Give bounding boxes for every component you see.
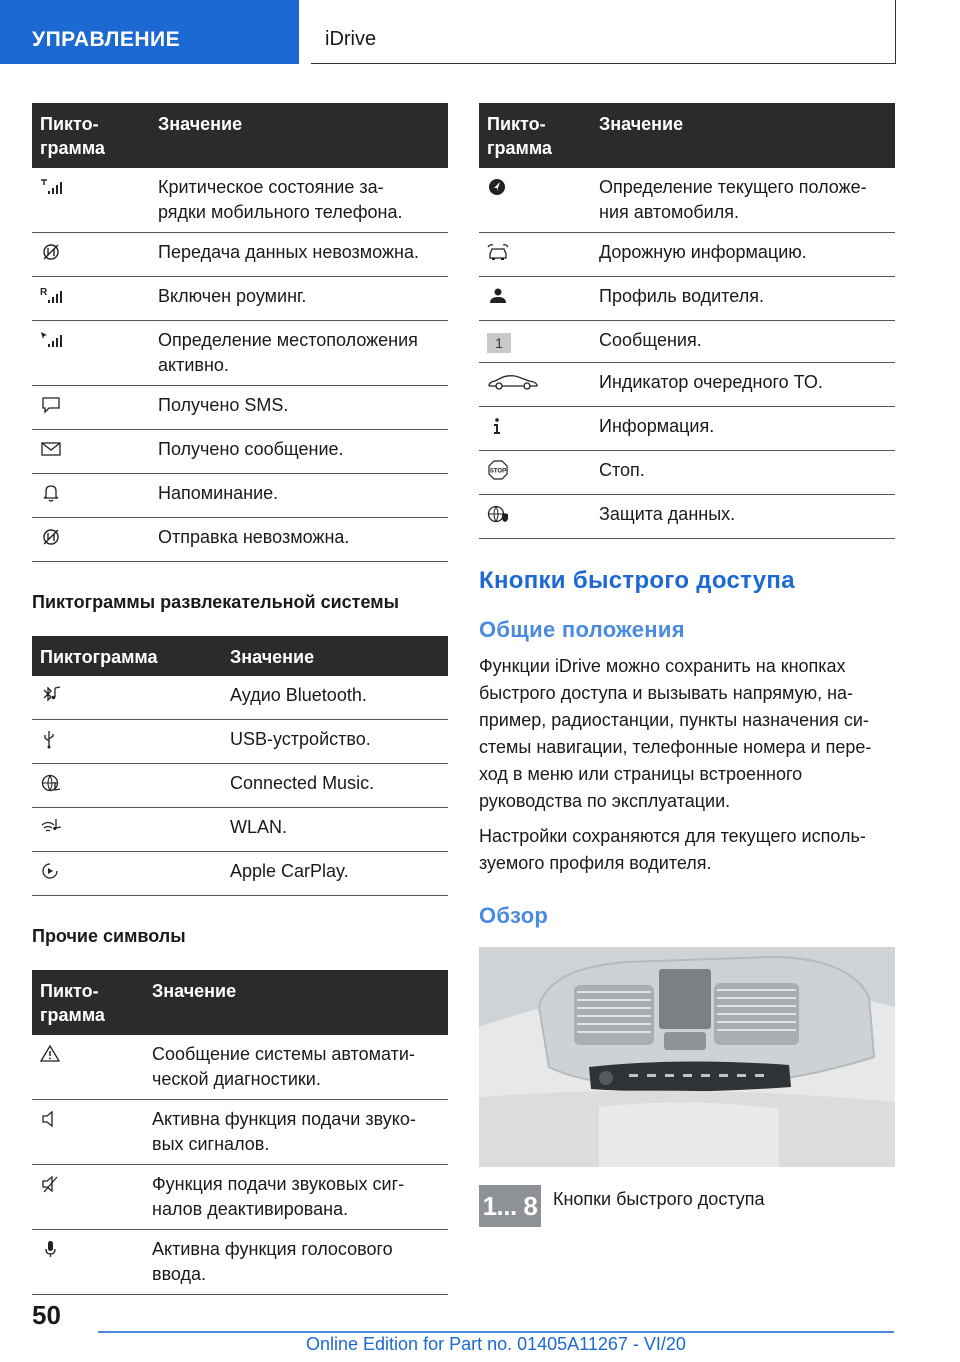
table-row <box>32 720 448 764</box>
wlan-music-icon <box>40 817 62 837</box>
chapter-title: iDrive <box>311 0 896 64</box>
row-text: Аудио Bluetooth. <box>222 676 448 720</box>
table-row <box>32 764 448 808</box>
row-text: Получено SMS. <box>150 386 448 430</box>
driver-profile-icon <box>487 286 509 306</box>
row-text: Защита данных. <box>591 495 895 539</box>
table-row <box>32 852 448 896</box>
navigation-icons-table <box>479 103 895 539</box>
speaker-muted-icon <box>40 1174 62 1194</box>
table-row <box>32 1230 448 1295</box>
row-text: Apple CarPlay. <box>222 852 448 896</box>
entertainment-icons-table <box>32 636 448 896</box>
row-text: Активна функция голосового ввода. <box>144 1230 448 1295</box>
row-text: Дорожную информацию. <box>591 233 895 277</box>
col-header-meaning: Значение <box>591 103 895 168</box>
row-text: Стоп. <box>591 451 895 495</box>
table-row <box>32 474 448 518</box>
footer-edition: Online Edition for Part no. 01405A11267 - VI/20 <box>306 1334 686 1354</box>
caption-text: Кнопки быстрого доступа <box>553 1189 765 1209</box>
svg-text:STOP: STOP <box>489 468 507 475</box>
photo-caption <box>479 1185 895 1227</box>
road-info-car-icon <box>487 242 509 262</box>
row-text: Отправка невозможна. <box>150 518 448 562</box>
svg-text:R: R <box>40 287 48 298</box>
sms-bubble-icon <box>40 395 62 415</box>
table-row <box>32 1035 448 1100</box>
col-header-icon: Пикто- грамма <box>479 103 591 168</box>
row-text: Определение текущего положе- ния автомобиля. <box>591 168 895 233</box>
row-text: Активна функция подачи звуко- вых сигналов. <box>144 1100 448 1165</box>
info-icon <box>487 416 509 436</box>
profile-paragraph: Настройки сохраняются для текущего исполь-зуемого профиля водителя. <box>479 826 866 873</box>
table-row <box>32 321 448 386</box>
col-header-icon: Пикто- грамма <box>32 103 150 168</box>
row-text: Включен роуминг. <box>150 277 448 321</box>
table-row <box>479 168 895 233</box>
no-data-transfer-icon <box>40 242 62 262</box>
speaker-icon <box>40 1109 62 1129</box>
row-text: Получено сообщение. <box>150 430 448 474</box>
row-text: WLAN. <box>222 808 448 852</box>
table-row <box>479 321 895 363</box>
footer-divider <box>98 1331 894 1333</box>
table-row <box>32 233 448 277</box>
row-text: Сообщение системы автомати- ческой диагностики. <box>144 1035 448 1100</box>
row-text: Connected Music. <box>222 764 448 808</box>
carplay-icon <box>40 861 62 881</box>
critical-battery-signal-icon <box>40 177 62 197</box>
col-header-icon: Пикто- грамма <box>32 970 144 1035</box>
table-row <box>479 233 895 277</box>
stop-icon <box>487 460 509 480</box>
col-header-meaning: Значение <box>222 636 448 676</box>
row-text: Функция подачи звуковых сиг- налов деактивирована. <box>144 1165 448 1230</box>
warning-triangle-icon <box>40 1044 62 1064</box>
entertainment-icons-heading: Пиктограммы развлекательной системы <box>32 592 399 612</box>
microphone-icon <box>40 1239 62 1259</box>
other-symbols-table <box>32 970 448 1295</box>
table-row <box>32 277 448 321</box>
right-column <box>479 103 895 1227</box>
location-signal-icon <box>40 330 62 350</box>
status-icons-table <box>32 103 448 562</box>
roaming-signal-icon <box>40 286 62 306</box>
usb-icon <box>40 729 62 749</box>
quick-buttons-heading: Кнопки быстрого доступа <box>479 567 795 594</box>
table-row <box>32 168 448 233</box>
connected-music-icon <box>40 773 62 793</box>
envelope-icon <box>40 439 62 459</box>
general-heading: Общие положения <box>479 617 685 642</box>
table-row <box>32 1100 448 1165</box>
row-text: Информация. <box>591 407 895 451</box>
row-text: Напоминание. <box>150 474 448 518</box>
table-row <box>32 808 448 852</box>
row-text: Сообщения. <box>591 321 895 363</box>
table-row <box>32 386 448 430</box>
send-disabled-icon <box>40 527 62 547</box>
row-text: Критическое состояние за- рядки мобильного телефона. <box>150 168 448 233</box>
table-row <box>32 1165 448 1230</box>
table-row <box>479 495 895 539</box>
navigation-arrow-icon <box>487 177 509 197</box>
table-row <box>479 407 895 451</box>
overview-heading: Обзор <box>479 903 549 928</box>
table-row <box>32 518 448 562</box>
dashboard-photo <box>479 947 895 1167</box>
section-tab: УПРАВЛЕНИЕ <box>0 0 299 64</box>
row-text: Определение местоположения активно. <box>150 321 448 386</box>
col-header-meaning: Значение <box>144 970 448 1035</box>
row-text: Индикатор очередного ТО. <box>591 363 895 407</box>
col-header-icon: Пиктограмма <box>32 636 222 676</box>
bell-icon <box>40 483 62 503</box>
message-count-icon: 1 <box>487 333 511 353</box>
table-row <box>479 451 895 495</box>
col-header-meaning: Значение <box>150 103 448 168</box>
table-row <box>479 363 895 407</box>
service-car-icon <box>487 372 539 392</box>
table-row <box>479 277 895 321</box>
table-row <box>32 430 448 474</box>
row-text: Профиль водителя. <box>591 277 895 321</box>
page-number: 50 <box>32 1300 61 1330</box>
caption-badge: 1... 8 <box>479 1185 541 1227</box>
other-symbols-heading: Прочие символы <box>32 926 186 946</box>
row-text: USB-устройство. <box>222 720 448 764</box>
data-protection-icon <box>487 504 509 524</box>
general-paragraph: Функции iDrive можно сохранить на кнопках быстрого доступа и вызывать напрямую, на-пример, радиостанции, пункты назначения си-стемы навигации, телефонные номера и пере-ход в меню или страницы встроенного руководства по эксплуатации. <box>479 656 872 811</box>
bluetooth-audio-icon <box>40 685 62 705</box>
left-column <box>32 103 448 1295</box>
table-row <box>32 676 448 720</box>
row-text: Передача данных невозможна. <box>150 233 448 277</box>
